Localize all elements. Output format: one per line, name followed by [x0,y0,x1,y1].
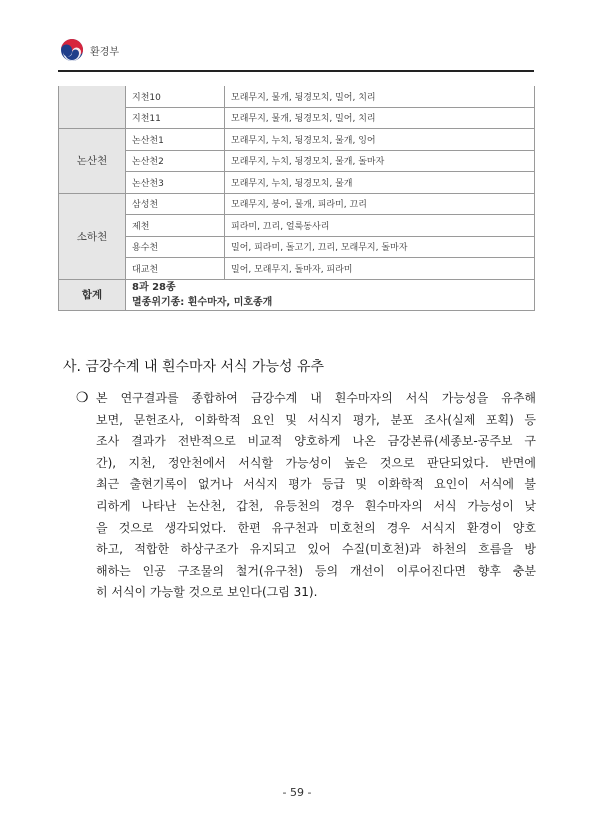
tributary-cell: 용수천 [126,236,225,258]
species-cell: 밀어, 피라미, 돌고기, 끄리, 모래무지, 돌마자 [225,236,535,258]
tributary-cell: 지천10 [126,86,225,107]
stream-name-cell: 소하천 [59,193,126,279]
species-cell: 모래무지, 물개, 됭경모치, 밀어, 치리 [225,107,535,129]
header-divider [58,70,534,72]
tributary-cell: 논산천1 [126,129,225,151]
table-row [59,107,535,129]
stream-name-cell: 논산천 [59,129,126,194]
table-row [59,258,535,280]
species-cell: 밀어, 모래무지, 돌마자, 피라미 [225,258,535,280]
species-cell: 모래무지, 누치, 됭경모치, 물개, 돌마자 [225,150,535,172]
paragraph-line: 리하게 나타난 논산천, 갑천, 유등천의 경우 흰수마자의 서식 가능성이 낮 [96,498,536,513]
stream-name-cell [59,86,126,129]
paragraph-line: 해하는 인공 구조물의 철거(유구천) 등의 개선이 이루어진다면 향후 충분 [96,563,536,578]
taegeuk-emblem-icon [60,38,84,62]
paragraph-line: 간), 지천, 정안천에서 서식할 가능성이 높은 것으로 판단되었다. 반면에 [96,455,536,470]
page-header [60,38,119,62]
page-number: - 59 - [282,786,312,799]
tributary-cell: 제천 [126,215,225,237]
table-total-row [59,279,535,310]
table-row [59,215,535,237]
table-row [59,193,535,215]
paragraph-line: 히 서식이 가능할 것으로 보인다(그림 31). [96,585,318,600]
species-cell: 피라미, 끄리, 얼룩동사리 [225,215,535,237]
tributary-cell: 논산천2 [126,150,225,172]
ministry-name: 환경부 [90,46,119,58]
table-row [59,236,535,258]
endangered-species-note: 멸종위기종: 흰수마자, 미호종개 [132,296,273,308]
paragraph-line: 조사 결과가 전반적으로 비교적 양호하게 나온 금강본류(세종보-공주보 구 [96,434,536,449]
fish-species-table [58,86,535,311]
paragraph-line: 본 연구결과를 종합하여 금강수계 내 흰수마자의 서식 가능성을 유추해 [96,391,536,405]
total-label-cell: 합계 [59,279,126,310]
tributary-cell: 대교천 [126,258,225,280]
paragraph-line: 최근 출현기록이 없거나 서식지 평가 등급 및 이화학적 요인이 서식에 불 [96,477,536,492]
circle-bullet-icon: ❍ [76,390,89,406]
paragraph-line: 을 것으로 생각되었다. 한편 유구천과 미호천의 경우 서식지 환경이 양호 [96,520,536,535]
table-row [59,129,535,151]
species-cell: 모래무지, 물개, 됭경모치, 밀어, 치리 [225,86,535,107]
species-cell: 모래무지, 누치, 됭경모치, 물개, 잉어 [225,129,535,151]
paragraph-text [96,388,536,604]
section-heading: 사. 금강수계 내 흰수마자 서식 가능성 유추 [63,359,325,375]
table-row [59,150,535,172]
tributary-cell: 삼성천 [126,193,225,215]
total-value-cell [126,279,535,310]
table-row [59,172,535,194]
paragraph-line: 보면, 문헌조사, 이화학적 요인 및 서식지 평가, 분포 조사(실제 포획) 등 [96,412,536,427]
species-cell: 모래무지, 누치, 됭경모치, 물개 [225,172,535,194]
tributary-cell: 지천11 [126,107,225,129]
table-row [59,86,535,107]
species-cell: 모래무지, 붕어, 물개, 피라미, 끄리 [225,193,535,215]
tributary-cell: 논산천3 [126,172,225,194]
paragraph-line: 하고, 적합한 하상구조가 유지되고 있어 수질(미호천)과 하천의 흐름을 방 [96,542,536,557]
total-family-species-count: 8과 28종 [132,281,176,293]
